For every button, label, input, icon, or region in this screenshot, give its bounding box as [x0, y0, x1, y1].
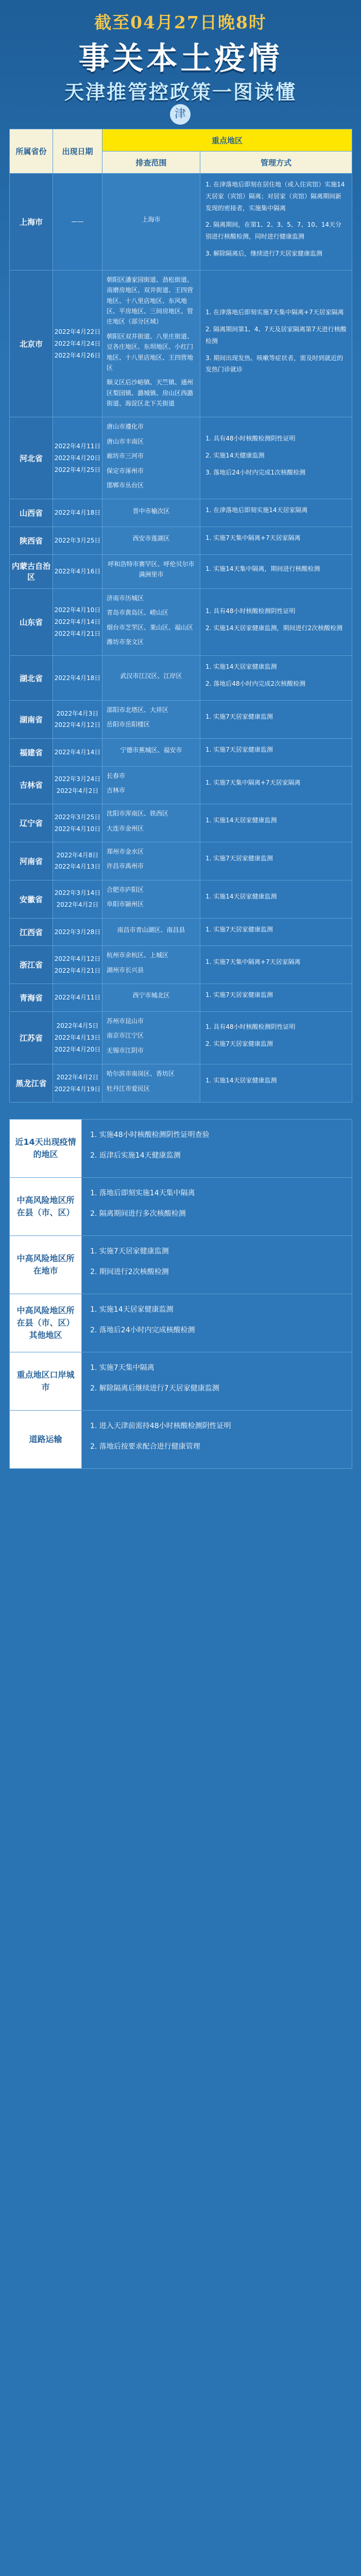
date-cell [53, 842, 102, 880]
province-cell: 湖北省 [10, 656, 53, 701]
rule-name: 中高风险地区所在县（市、区） [10, 1177, 82, 1235]
method-item: 2. 实施14天居家健康监测，期间进行2次核酸检测 [205, 624, 343, 632]
method-cell [200, 1012, 352, 1064]
date-cell [53, 270, 102, 417]
scope-cell [102, 656, 200, 701]
method-cell [200, 766, 352, 804]
scope-item: 哈尔滨市南岗区、香坊区 [107, 1070, 175, 1078]
scope-cell [102, 766, 200, 804]
scope-cell [102, 804, 200, 842]
header-date: 截至04月27日晚8时 [94, 12, 267, 32]
table-row [10, 766, 352, 804]
col-date: 出现日期 [53, 129, 102, 174]
date-item: 2022年4月12日 [54, 721, 101, 729]
method-item: 1. 实施7天居家健康监测 [205, 925, 273, 933]
date-item: 2022年4月18日 [54, 674, 101, 682]
col-province: 所属省份 [10, 129, 53, 174]
date-item: 2022年4月21日 [54, 967, 101, 974]
method-cell [200, 946, 352, 984]
scope-cell [102, 700, 200, 738]
date-item: 2022年4月2日 [56, 901, 99, 909]
date-item: 2022年4月19日 [54, 1085, 101, 1093]
method-item: 3. 落地后24小时内完成1次核酸检测 [205, 468, 306, 476]
header [0, 0, 361, 129]
table-row [10, 842, 352, 880]
table-row [10, 804, 352, 842]
rule-text [82, 1119, 352, 1177]
rules-body [10, 1119, 352, 1468]
table-row [10, 1012, 352, 1064]
scope-cell [102, 1012, 200, 1064]
method-cell [200, 1064, 352, 1103]
date-cell [53, 417, 102, 499]
method-cell [200, 804, 352, 842]
rule-name: 中高风险地区所在县（市、区）其他地区 [10, 1294, 82, 1352]
date-item: 2022年4月25日 [54, 466, 101, 473]
scope-cell [102, 946, 200, 984]
method-item: 1. 实施14天居家健康监测 [205, 663, 277, 671]
method-item: 2. 隔离期间第1、4、7天及居家隔离第7天进行核酸检测 [205, 325, 347, 345]
header-badge: 津 [170, 104, 191, 125]
rule-row [10, 1119, 352, 1177]
date-cell [53, 918, 102, 946]
rules-table [9, 1119, 352, 1469]
method-cell [200, 738, 352, 766]
province-cell: 吉林省 [10, 766, 53, 804]
table-row [10, 918, 352, 946]
date-item: —— [71, 217, 84, 225]
rule-item: 2. 落地后24小时内完成核酸检测 [90, 1326, 195, 1334]
rule-item: 2. 期间进行2次核酸检测 [90, 1267, 169, 1276]
header-subtitle: 天津推管控政策一图读懂 [64, 81, 297, 104]
date-item: 2022年3月24日 [54, 775, 101, 783]
header-title: 事关本土疫情 [78, 41, 283, 77]
date-item: 2022年4月22日 [54, 328, 101, 335]
province-cell: 辽宁省 [10, 804, 53, 842]
rule-item: 1. 进入天津前需持48小时核酸检测阴性证明 [90, 1421, 231, 1430]
table-row [10, 270, 352, 417]
scope-item: 朝阳区潘家园街道、劲松街道、南磨房地区、双井街道、王四营地区、十八里店地区、东风地区、平房地区、三间房地区、管庄地区（部分区域） [107, 276, 194, 326]
date-item: 2022年4月11日 [54, 994, 101, 1002]
date-item: 2022年4月14日 [54, 748, 101, 756]
policy-table [9, 129, 352, 1103]
province-cell: 陕西省 [10, 527, 53, 555]
method-cell [200, 417, 352, 499]
scope-item: 廊坊市三河市 [107, 452, 144, 460]
date-item: 2022年4月8日 [56, 851, 99, 859]
method-item: 2. 落地后48小时内完成2次核酸检测 [205, 680, 306, 688]
method-cell [200, 984, 352, 1012]
method-item: 1. 实施7天居家健康监测 [205, 713, 273, 720]
date-cell [53, 527, 102, 555]
scope-item: 青岛市黄岛区、崂山区 [107, 609, 169, 617]
table-row [10, 656, 352, 701]
date-item: 2022年3月28日 [54, 928, 101, 936]
col-method: 管理方式 [200, 151, 352, 174]
rule-row [10, 1294, 352, 1352]
table-row [10, 588, 352, 656]
scope-item: 阜阳市颍州区 [107, 901, 144, 908]
method-cell [200, 842, 352, 880]
scope-item: 晋中市榆次区 [132, 507, 170, 515]
scope-cell [102, 880, 200, 918]
date-item: 2022年4月13日 [54, 1034, 101, 1042]
date-item: 2022年4月26日 [54, 351, 101, 359]
province-cell: 内蒙古自治区 [10, 555, 53, 589]
scope-cell [102, 174, 200, 270]
scope-item: 上海市 [142, 216, 161, 224]
method-cell [200, 174, 352, 270]
scope-item: 郑州市金水区 [107, 848, 144, 856]
scope-item: 保定市涿州市 [107, 467, 144, 474]
rule-item: 1. 实施48小时核酸检测阴性证明查验 [90, 1130, 210, 1139]
date-item: 2022年4月2日 [56, 787, 99, 794]
rule-text [82, 1410, 352, 1468]
date-cell [53, 174, 102, 270]
scope-cell [102, 842, 200, 880]
scope-cell [102, 417, 200, 499]
rule-name: 近14天出现疫情的地区 [10, 1119, 82, 1177]
table-row [10, 984, 352, 1012]
table-row [10, 555, 352, 589]
method-item: 1. 实施7天集中隔离+7天居家隔离 [205, 958, 301, 966]
scope-item: 唐山市遵化市 [107, 423, 144, 431]
date-cell [53, 946, 102, 984]
date-cell [53, 766, 102, 804]
scope-item: 济南市历城区 [107, 594, 144, 602]
method-item: 1. 具有48小时核酸检测阴性证明 [205, 607, 296, 615]
method-item: 2. 实施7天居家健康监测 [205, 1040, 273, 1047]
table-row [10, 1064, 352, 1103]
rule-row [10, 1410, 352, 1468]
date-item: 2022年3月25日 [54, 537, 101, 545]
province-cell: 湖南省 [10, 700, 53, 738]
province-cell: 青海省 [10, 984, 53, 1012]
province-cell: 黑龙江省 [10, 1064, 53, 1103]
method-cell [200, 880, 352, 918]
table-body [10, 174, 352, 1103]
province-cell: 安徽省 [10, 880, 53, 918]
rule-item: 2. 解除隔离后继续进行7天居家健康监测 [90, 1384, 219, 1393]
scope-cell [102, 1064, 200, 1103]
rule-item: 1. 实施14天居家健康监测 [90, 1305, 174, 1314]
date-cell [53, 499, 102, 527]
rule-row [10, 1352, 352, 1410]
scope-item: 朝阳区双井街道、八里庄街道、豆各庄地区、东坝地区、小红门地区、十八里店地区、王四营地区 [107, 332, 194, 371]
method-item: 1. 实施7天居家健康监测 [205, 855, 273, 862]
scope-cell [102, 588, 200, 656]
rule-item: 2. 落地后按要求配合进行健康管理 [90, 1442, 200, 1451]
method-item: 2. 隔离期间，在第1、2、3、5、7、10、14天分别进行核酸检测，同时进行健康监测 [205, 221, 341, 241]
scope-item: 沈阳市浑南区、铁西区 [107, 810, 169, 818]
rule-row [10, 1235, 352, 1294]
rule-item: 1. 实施7天集中隔离 [90, 1363, 154, 1372]
method-item: 1. 实施7天居家健康监测 [205, 745, 273, 753]
scope-item: 呼和浩特市赛罕区、呼伦贝尔市满洲里市 [108, 561, 195, 579]
date-cell [53, 555, 102, 589]
scope-cell [102, 984, 200, 1012]
rule-item: 1. 落地后即刻实施14天集中隔离 [90, 1189, 195, 1197]
scope-item: 南京市江宁区 [107, 1032, 144, 1040]
col-key-area: 重点地区 [102, 129, 352, 151]
rule-item: 1. 实施7天居家健康监测 [90, 1247, 169, 1256]
method-item: 1. 具有48小时核酸检测阴性证明 [205, 1023, 296, 1030]
method-item: 1. 实施7天集中隔离+7天居家隔离 [205, 778, 301, 786]
province-cell: 福建省 [10, 738, 53, 766]
province-cell: 北京市 [10, 270, 53, 417]
date-cell [53, 880, 102, 918]
date-item: 2022年4月5日 [56, 1022, 99, 1030]
date-item: 2022年4月18日 [54, 509, 101, 517]
method-item: 1. 实施14天集中隔离，期间进行核酸检测 [205, 565, 320, 572]
date-item: 2022年4月14日 [54, 618, 101, 626]
rule-item: 2. 返津后实施14天健康监测 [90, 1151, 181, 1160]
scope-item: 潍坊市奎文区 [107, 638, 144, 646]
province-cell: 河北省 [10, 417, 53, 499]
rule-text [82, 1294, 352, 1352]
method-cell [200, 700, 352, 738]
scope-item: 邵阳市北塔区、大祥区 [107, 706, 169, 714]
date-item: 2022年4月11日 [54, 443, 101, 450]
method-item: 1. 在津落地后即刻实施7天集中隔离+7天居家隔离 [205, 309, 344, 316]
method-cell [200, 656, 352, 701]
table-row [10, 880, 352, 918]
rule-name: 道路运输 [10, 1410, 82, 1468]
rule-text [82, 1235, 352, 1294]
scope-item: 长春市 [107, 772, 126, 779]
date-item: 2022年4月3日 [56, 709, 99, 717]
scope-item: 湖州市长兴县 [107, 966, 144, 974]
table-row [10, 946, 352, 984]
date-item: 2022年4月13日 [54, 863, 101, 871]
method-item: 1. 实施7天集中隔离+7天居家隔离 [205, 534, 301, 542]
date-item: 2022年4月21日 [54, 630, 101, 637]
table-row [10, 527, 352, 555]
date-item: 2022年3月25日 [54, 813, 101, 821]
method-cell [200, 918, 352, 946]
method-item: 2. 实施14天健康监测 [205, 452, 265, 460]
scope-item: 合肥市庐阳区 [107, 886, 144, 893]
method-item: 1. 实施14天居家健康监测 [205, 817, 277, 824]
date-item: 2022年4月20日 [54, 1046, 101, 1054]
method-item: 1. 在津落地后即刻实施14天居家隔离 [205, 506, 308, 514]
province-cell: 河南省 [10, 842, 53, 880]
province-cell: 山西省 [10, 499, 53, 527]
date-item: 2022年4月2日 [56, 1073, 99, 1081]
method-item: 3. 期间出现发热、咳嗽等症状者，需及时到就近的发热门诊就诊 [205, 354, 343, 374]
table-row [10, 499, 352, 527]
province-cell: 上海市 [10, 174, 53, 270]
province-cell: 江苏省 [10, 1012, 53, 1064]
date-item: 2022年4月24日 [54, 340, 101, 347]
method-item: 1. 实施14天居家健康监测 [205, 892, 277, 900]
scope-item: 杭州市余杭区、上城区 [107, 952, 169, 959]
method-item: 1. 实施14天居家健康监测 [205, 1077, 277, 1084]
rule-row [10, 1177, 352, 1235]
date-cell [53, 1064, 102, 1103]
scope-item: 邯郸市丛台区 [107, 482, 144, 489]
date-item: 2022年3月14日 [54, 889, 101, 897]
scope-item: 唐山市丰南区 [107, 437, 144, 445]
scope-item: 顺义区后沙峪镇、天竺镇、通州区梨园镇、潞城镇、房山区西潞街道、海淀区北下关街道 [107, 379, 194, 408]
rule-text [82, 1352, 352, 1410]
scope-item: 武汉市江汉区、江岸区 [120, 672, 182, 680]
date-cell [53, 1012, 102, 1064]
scope-item: 大连市金州区 [107, 824, 144, 832]
rule-name: 中高风险地区所在地市 [10, 1235, 82, 1294]
scope-item: 许昌市禹州市 [107, 862, 144, 870]
scope-cell [102, 499, 200, 527]
date-item: 2022年4月20日 [54, 454, 101, 462]
table-row [10, 174, 352, 270]
col-scope: 排查范围 [102, 151, 200, 174]
scope-item: 烟台市芝罘区、莱山区、福山区 [107, 623, 194, 631]
date-cell [53, 700, 102, 738]
date-cell [53, 804, 102, 842]
date-cell [53, 984, 102, 1012]
scope-cell [102, 918, 200, 946]
scope-item: 岳阳市岳阳楼区 [107, 721, 150, 728]
method-item: 1. 实施7天居家健康监测 [205, 991, 273, 999]
method-cell [200, 499, 352, 527]
date-item: 2022年4月10日 [54, 606, 101, 614]
method-cell [200, 555, 352, 589]
table-row [10, 417, 352, 499]
scope-item: 牡丹江市爱民区 [107, 1084, 150, 1092]
scope-item: 吉林市 [107, 786, 126, 794]
rule-item: 2. 隔离期间进行多次核酸检测 [90, 1209, 186, 1218]
scope-item: 苏州市昆山市 [107, 1018, 144, 1025]
method-cell [200, 270, 352, 417]
method-item: 3. 解除隔离后，继续进行7天居家健康监测 [205, 249, 322, 257]
scope-item: 南昌市青山湖区、南昌县 [117, 926, 185, 934]
date-cell [53, 656, 102, 701]
province-cell: 江西省 [10, 918, 53, 946]
scope-item: 西宁市城北区 [132, 992, 170, 999]
method-item: 1. 具有48小时核酸检测阴性证明 [205, 435, 296, 443]
method-cell [200, 527, 352, 555]
scope-cell [102, 527, 200, 555]
date-item: 2022年4月12日 [54, 955, 101, 963]
rule-text [82, 1177, 352, 1235]
scope-cell [102, 738, 200, 766]
table-row [10, 700, 352, 738]
scope-item: 无锡市江阴市 [107, 1046, 144, 1054]
scope-cell [102, 555, 200, 589]
method-item: 1. 在津落地后即刻在居住地（或入住宾馆）实施14天居家（宾馆）隔离；对居家（宾馆）隔离期间新发现的密接者，实施集中隔离 [205, 181, 345, 212]
province-cell: 浙江省 [10, 946, 53, 984]
date-cell [53, 738, 102, 766]
scope-item: 宁德市蕉城区、福安市 [120, 746, 182, 754]
date-item: 2022年4月10日 [54, 825, 101, 833]
scope-cell [102, 270, 200, 417]
date-cell [53, 588, 102, 656]
province-cell: 山东省 [10, 588, 53, 656]
rule-name: 重点地区口岸城市 [10, 1352, 82, 1410]
table-row [10, 738, 352, 766]
date-item: 2022年4月16日 [54, 568, 101, 575]
scope-item: 西安市莲湖区 [132, 535, 170, 543]
method-cell [200, 588, 352, 656]
